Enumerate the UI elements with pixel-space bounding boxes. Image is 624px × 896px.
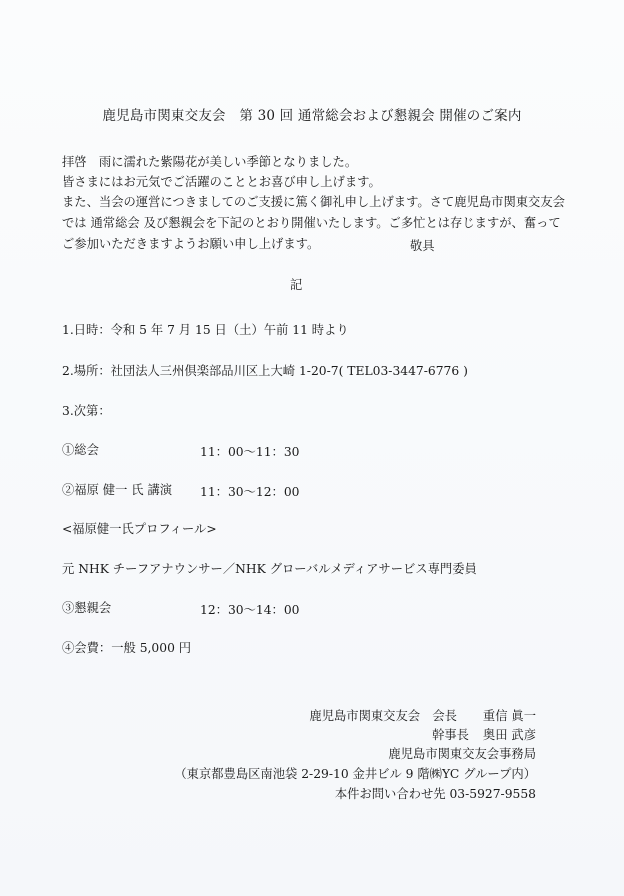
closing-keigu: 敬具 [410, 239, 435, 253]
greeting-line-2: 皆さまにはお元気でご活躍のこととお喜び申し上げます。 [62, 175, 381, 189]
item-fee: ④会費：一般 5,000 円 [62, 641, 192, 655]
agenda-2-time: 11：30〜12：00 [200, 485, 300, 499]
profile-text: 元 NHK チーフアナウンサー／NHK グローバルメディアサービス専門委員 [62, 562, 477, 576]
item-program: 3.次第： [62, 404, 111, 418]
agenda-2-label: ②福原 健一 氏 講演 [62, 483, 173, 497]
agenda-1-time: 11：00〜11：30 [200, 445, 300, 459]
greeting-line-5: ご参加いただきますようお願い申し上げます。 [62, 237, 320, 251]
item-place: 2.場所：社団法人三州倶楽部品川区上大崎 1-20-7( TEL03-3447-6776 ) [62, 364, 468, 378]
signature-secretary-role: 幹事長 [432, 728, 469, 742]
greeting-line-4: では 通常総会 及び懇親会を下記のとおり開催いたします。ご多忙とは存じますが、奮って [62, 216, 561, 230]
document-title: 鹿児島市関東交友会 第 30 回 通常総会および懇親会 開催のご案内 [102, 108, 522, 124]
profile-heading: <福原健一氏プロフィール> [62, 522, 217, 536]
agenda-3-time: 12：30〜14：00 [200, 603, 300, 617]
signature-president [309, 708, 536, 724]
signature-office: 鹿児島市関東交友会事務局 [388, 747, 536, 761]
signature-contact: 本件お問い合わせ先 03-5927-9558 [334, 787, 536, 801]
signature-secretary [432, 727, 536, 743]
item-date: 1.日時：令和 5 年 7 月 15 日（土）午前 11 時より [62, 323, 349, 337]
agenda-3-label: ③懇親会 [62, 601, 112, 615]
signature-address: （東京都豊島区南池袋 2-29-10 金井ビル 9 階㈱YC グループ内） [174, 767, 536, 781]
signature-president-name: 重信 眞一 [482, 709, 536, 723]
ki-heading: 記 [290, 278, 303, 292]
greeting-line-1: 拝啓 雨に濡れた紫陽花が美しい季節となりました。 [62, 155, 358, 169]
greeting-line-3: また、当会の運営につきましてのご支援に篤く御礼申し上げます。さて鹿児島市関東交友会 [62, 195, 565, 209]
signature-org-role: 鹿児島市関東交友会 会長 [309, 709, 457, 723]
signature-secretary-name: 奥田 武彦 [482, 728, 536, 742]
agenda-1-label: ①総会 [62, 443, 99, 457]
